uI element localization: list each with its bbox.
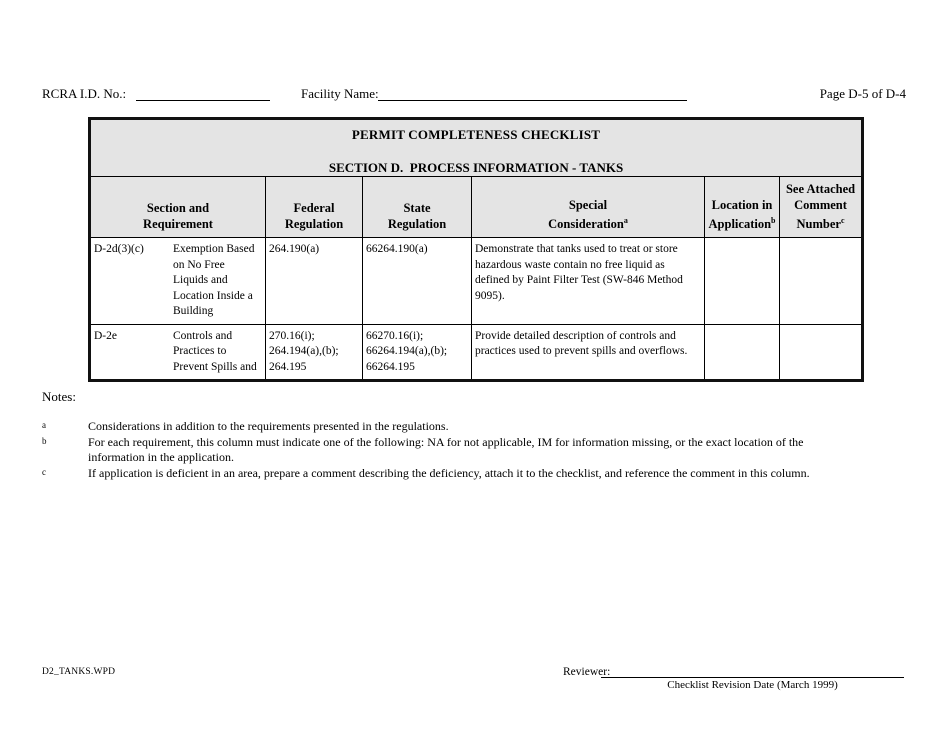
column-header-state-regulation: State Regulation bbox=[363, 177, 472, 238]
section-code: D-2e bbox=[94, 329, 117, 342]
notes-section bbox=[42, 389, 852, 481]
special-consideration-cell: Provide detailed description of controls and practices used to prevent spills and overflows. bbox=[472, 324, 705, 381]
note-marker: b bbox=[42, 435, 47, 446]
reviewer-blank[interactable] bbox=[601, 667, 904, 678]
federal-regulation-cell: 270.16(i); 264.194(a),(b); 264.195 bbox=[266, 324, 363, 381]
revision-date: Checklist Revision Date (March 1999) bbox=[667, 679, 838, 691]
facility-name-label: Facility Name: bbox=[301, 86, 379, 101]
requirement-text: Exemption Based on No Free Liquids and Location Inside a Building bbox=[173, 243, 255, 318]
table-title: PERMIT COMPLETENESS CHECKLIST bbox=[351, 127, 601, 142]
note-text: Considerations in addition to the requirements presented in the regulations. bbox=[88, 419, 449, 433]
footnote-marker-c: c bbox=[840, 216, 845, 225]
page-number: Page D-5 of D-4 bbox=[819, 86, 906, 101]
comment-number-cell[interactable] bbox=[780, 324, 863, 381]
table-header-row bbox=[90, 177, 863, 238]
note-item-c bbox=[42, 466, 852, 482]
location-in-application-cell[interactable] bbox=[705, 238, 780, 325]
note-marker: c bbox=[42, 466, 46, 477]
rcra-id-blank[interactable] bbox=[136, 87, 270, 101]
note-marker: a bbox=[42, 420, 46, 430]
table-row bbox=[90, 238, 863, 325]
note-item-b bbox=[42, 435, 852, 466]
comment-number-cell[interactable] bbox=[780, 238, 863, 325]
federal-regulation-cell: 264.190(a) bbox=[266, 238, 363, 325]
table-subtitle: SECTION D. PROCESS INFORMATION - TANKS bbox=[328, 160, 624, 175]
note-text: For each requirement, this column must indicate one of the following: NA for not applicable, IM for information missing, or the exact location of the information in the application. bbox=[88, 434, 804, 465]
special-consideration-cell: Demonstrate that tanks used to treat or store hazardous waste contain no free liquid as defined by Paint Filter Test (SW-846 Method 9095). bbox=[472, 238, 705, 325]
rcra-id-label: RCRA I.D. No.: bbox=[42, 86, 127, 101]
column-header-special-consideration: Special Consideration$^a$ bbox=[472, 177, 705, 238]
facility-name-blank[interactable] bbox=[378, 87, 687, 101]
checklist-table bbox=[88, 117, 864, 382]
requirement-text: Controls and Practices to Prevent Spills and bbox=[173, 329, 257, 373]
column-header-federal-regulation: Federal Regulation bbox=[266, 177, 363, 238]
table-title-cell bbox=[90, 119, 863, 177]
note-text: If application is deficient in an area, prepare a comment describing the deficiency, attach it to the checklist, and reference the comment in this column. bbox=[88, 465, 810, 480]
column-header-comment-number: See Attached Comment Number$^c$ bbox=[780, 177, 863, 238]
notes-heading: Notes: bbox=[42, 389, 76, 404]
reviewer-label: Reviewer: bbox=[563, 666, 611, 678]
column-header-location-in-application: Location in Application$^b$ bbox=[705, 177, 780, 238]
footnote-marker-b: b bbox=[771, 216, 776, 225]
section-code: D-2d(3)(c) bbox=[94, 243, 144, 256]
section-requirement-cell bbox=[90, 238, 266, 325]
location-in-application-cell[interactable] bbox=[705, 324, 780, 381]
footer-filename: D2_TANKS.WPD bbox=[42, 667, 116, 677]
column-header-section-and-requirement: Section and Requirement bbox=[90, 177, 266, 238]
notes-list bbox=[42, 419, 852, 481]
section-requirement-cell bbox=[90, 324, 266, 381]
table-row bbox=[90, 324, 863, 381]
footnote-marker-a: a bbox=[623, 216, 628, 225]
state-regulation-cell: 66264.190(a) bbox=[363, 238, 472, 325]
table-title-row bbox=[90, 119, 863, 177]
note-item-a bbox=[42, 419, 852, 435]
state-regulation-cell: 66270.16(i); 66264.194(a),(b); 66264.195 bbox=[363, 324, 472, 381]
